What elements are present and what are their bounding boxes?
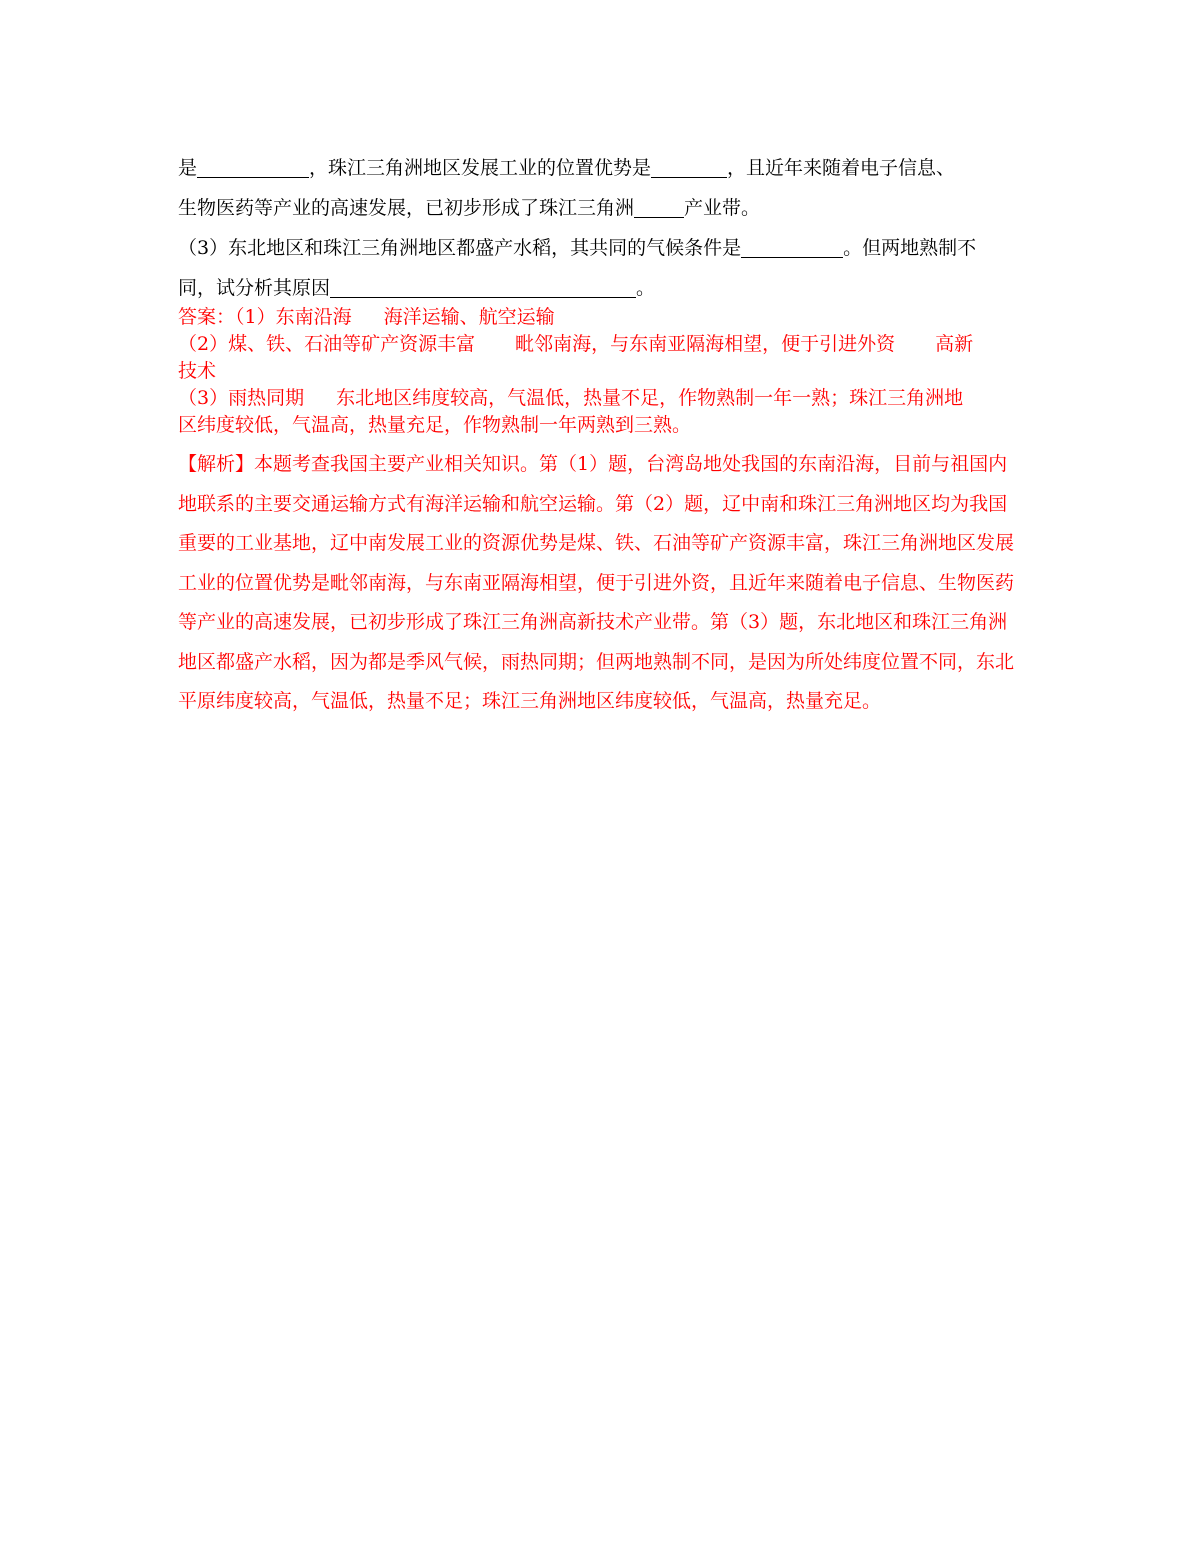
question-text: 生物医药等产业的高速发展，已初步形成了珠江三角洲 bbox=[178, 197, 635, 219]
answer-label: 答案： bbox=[178, 306, 236, 328]
answer-text: 雨热同期 bbox=[228, 387, 305, 409]
fill-blank[interactable] bbox=[634, 195, 684, 218]
question-text: 同，试分析其原因 bbox=[178, 277, 331, 299]
answer-line-1 bbox=[178, 304, 1026, 331]
question-text: 。但两地熟制不 bbox=[843, 237, 977, 259]
answer-block bbox=[178, 304, 1026, 439]
answer-number: （2） bbox=[178, 333, 229, 355]
answer-number: （1） bbox=[235, 306, 276, 328]
answer-text: 区纬度较低，气温高，热量充足，作物熟制一年两熟到三熟。 bbox=[178, 414, 692, 436]
question-text: 是 bbox=[178, 157, 198, 179]
answer-number: （3） bbox=[178, 387, 229, 409]
analysis-label: 【解析】 bbox=[178, 453, 255, 475]
answer-text: 毗邻南海，与东南亚隔海相望，便于引进外资 bbox=[515, 333, 896, 355]
document-page bbox=[178, 148, 1026, 722]
question-block bbox=[178, 148, 1026, 308]
answer-line-5 bbox=[178, 412, 1026, 439]
answer-line-2 bbox=[178, 331, 1026, 358]
analysis-block bbox=[178, 445, 1026, 722]
answer-text: 东南沿海 bbox=[275, 306, 352, 328]
question-text: 。 bbox=[636, 277, 656, 299]
question-text: ，珠江三角洲地区发展工业的位置优势是 bbox=[309, 157, 652, 179]
fill-blank[interactable] bbox=[197, 155, 309, 178]
answer-text: 技术 bbox=[178, 360, 217, 382]
question-part2-line1 bbox=[178, 148, 1026, 188]
answer-text: 东北地区纬度较高，气温低，热量不足，作物熟制一年一熟；珠江三角洲地 bbox=[336, 387, 964, 409]
answer-line-4 bbox=[178, 385, 1026, 412]
question-text: （3）东北地区和珠江三角洲地区都盛产水稻，其共同的气候条件是 bbox=[178, 237, 742, 259]
answer-text: 海洋运输、航空运输 bbox=[383, 306, 555, 328]
analysis-text: 本题考查我国主要产业相关知识。第（1）题，台湾岛地处我国的东南沿海，目前与祖国内地联系的主要交通运输方式有海洋运输和航空运输。第（2）题，辽中南和珠江三角洲地区均为我国重要的工业基地，辽中南发展工业的资源优势是煤、铁、石油等矿产资源丰富，珠江三角洲地区发展工业的位置优势是毗邻南海，与东南亚隔海相望，便于引进外资，且近年来随着电子信息、生物医药等产业的高速发展，已初步形成了珠江三角洲高新技术产业带。第（3）题，东北地区和珠江三角洲地区都盛产水稻，因为都是季风气候，雨热同期；但两地熟制不同，是因为所处纬度位置不同，东北平原纬度较高，气温低，热量不足；珠江三角洲地区纬度较低，气温高，热量充足。 bbox=[178, 453, 1015, 712]
question-part2-line2 bbox=[178, 188, 1026, 228]
fill-blank[interactable] bbox=[741, 235, 843, 258]
answer-text: 高新 bbox=[935, 333, 974, 355]
fill-blank[interactable] bbox=[330, 275, 636, 298]
question-part3-line2 bbox=[178, 268, 1026, 308]
question-part3-line1 bbox=[178, 228, 1026, 268]
answer-text: 煤、铁、石油等矿产资源丰富 bbox=[228, 333, 476, 355]
question-text: ，且近年来随着电子信息、 bbox=[727, 157, 956, 179]
question-text: 产业带。 bbox=[684, 197, 761, 219]
fill-blank[interactable] bbox=[651, 155, 727, 178]
answer-line-3 bbox=[178, 358, 1026, 385]
